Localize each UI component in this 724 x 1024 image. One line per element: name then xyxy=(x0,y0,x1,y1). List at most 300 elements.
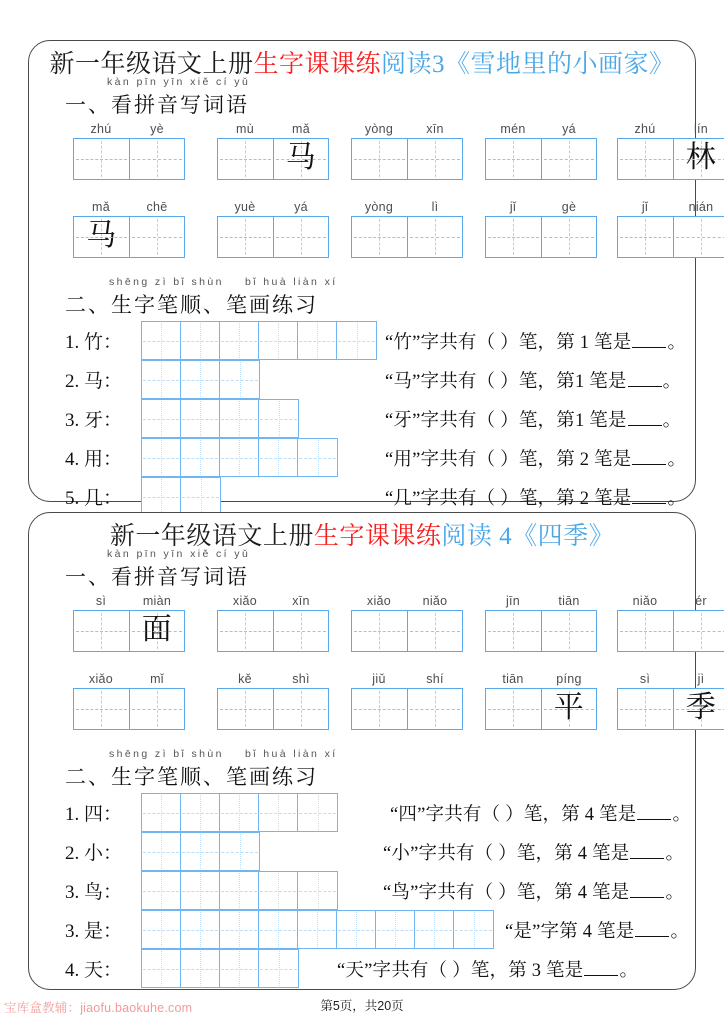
stroke-grid[interactable] xyxy=(141,832,260,871)
section-2-pinyin-a: shēng zì bǐ shùn xyxy=(109,748,224,760)
tianzige-cell[interactable] xyxy=(352,689,408,729)
pinyin-label: tiān xyxy=(502,672,524,686)
tianzige-box[interactable] xyxy=(485,138,597,180)
stroke-cell[interactable] xyxy=(181,400,220,437)
stroke-cell[interactable] xyxy=(142,911,181,948)
tianzige-cell[interactable] xyxy=(618,217,674,257)
cell-glyph xyxy=(542,139,597,179)
stroke-row xyxy=(65,360,681,399)
stroke-row-label: 3. 是： xyxy=(65,921,123,942)
cell-glyph xyxy=(618,217,673,257)
cell-glyph xyxy=(352,139,407,179)
stroke-grid[interactable] xyxy=(141,399,299,438)
pinyin-label: kě xyxy=(238,672,252,686)
stroke-cell[interactable] xyxy=(181,439,220,476)
stroke-cell[interactable] xyxy=(181,478,220,515)
tianzige-box[interactable] xyxy=(73,688,185,730)
cell-glyph xyxy=(542,611,597,651)
section-2-heading-text: 二、生字笔顺、笔画练习 xyxy=(65,765,318,789)
word-group xyxy=(617,121,724,180)
answer-blank[interactable] xyxy=(584,962,618,976)
answer-blank[interactable] xyxy=(635,923,669,937)
tianzige-cell[interactable] xyxy=(218,611,274,651)
stroke-cell[interactable] xyxy=(220,794,259,831)
tianzige-cell[interactable] xyxy=(218,689,274,729)
stroke-question xyxy=(383,832,684,871)
stroke-question-end: 。 xyxy=(667,449,687,470)
pinyin-label: mǎ xyxy=(92,200,110,214)
stroke-question-end: 。 xyxy=(670,921,690,942)
stroke-row xyxy=(65,910,690,949)
stroke-cell[interactable] xyxy=(220,439,259,476)
card-2-section-2-heading xyxy=(65,748,338,791)
cell-glyph xyxy=(486,689,541,729)
stroke-cell[interactable] xyxy=(298,439,337,476)
word-group xyxy=(73,199,185,258)
tianzige-cell[interactable] xyxy=(542,217,597,257)
tianzige-cell[interactable] xyxy=(674,611,724,651)
pinyin-label: píng xyxy=(556,672,582,686)
tianzige-box[interactable] xyxy=(73,610,185,652)
stroke-question xyxy=(385,438,686,477)
pinyin-label: sì xyxy=(95,594,107,608)
pinyin-label: yuè xyxy=(234,200,256,214)
word-group xyxy=(73,671,185,730)
tianzige-cell[interactable] xyxy=(74,689,130,729)
stroke-row-label: 4. 天： xyxy=(65,960,123,981)
stroke-cell[interactable] xyxy=(376,911,415,948)
stroke-cell[interactable] xyxy=(259,400,298,437)
stroke-cell[interactable] xyxy=(181,322,220,359)
pinyin-label: xiǎo xyxy=(88,672,114,686)
stroke-question-end: 。 xyxy=(672,804,692,825)
stroke-question-text: “用”字共有（ ）笔，第 2 笔是 xyxy=(385,449,632,470)
stroke-cell[interactable] xyxy=(142,833,181,870)
stroke-cell[interactable] xyxy=(142,872,181,909)
word-group xyxy=(217,121,329,180)
pinyin-label: sì xyxy=(639,672,651,686)
stroke-question xyxy=(385,360,681,399)
tianzige-cell[interactable] xyxy=(408,139,463,179)
cell-glyph xyxy=(218,689,273,729)
answer-blank[interactable] xyxy=(630,845,664,859)
stroke-cell[interactable] xyxy=(181,950,220,987)
tianzige-cell[interactable] xyxy=(674,139,724,179)
pinyin-label: gè xyxy=(561,200,577,214)
stroke-cell[interactable] xyxy=(415,911,454,948)
stroke-question-text: “是”字第 4 笔是 xyxy=(505,921,635,942)
page-number-label: 第5页，共20页 xyxy=(320,999,404,1013)
tianzige-box[interactable] xyxy=(485,610,597,652)
tianzige-cell[interactable] xyxy=(542,689,597,729)
pinyin-label: yòng xyxy=(364,122,394,136)
stroke-row xyxy=(65,438,687,477)
stroke-cell[interactable] xyxy=(142,950,181,987)
stroke-question-end: 。 xyxy=(662,410,682,431)
word-group xyxy=(485,593,597,652)
tianzige-box[interactable] xyxy=(485,216,597,258)
stroke-cell[interactable] xyxy=(142,478,181,515)
cell-glyph xyxy=(486,611,541,651)
stroke-cell[interactable] xyxy=(220,322,259,359)
cell-glyph xyxy=(618,139,673,179)
title-blue-part: 阅读 4《四季》 xyxy=(441,523,615,550)
stroke-question xyxy=(337,949,638,988)
answer-blank[interactable] xyxy=(628,373,662,387)
pinyin-label: lín xyxy=(693,122,709,136)
card-1-section-1-heading xyxy=(65,76,251,119)
pinyin-label: lì xyxy=(431,200,439,214)
tianzige-cell[interactable] xyxy=(274,689,329,729)
cell-glyph: 马 xyxy=(86,219,117,252)
stroke-row xyxy=(65,793,692,832)
stroke-row xyxy=(65,321,687,360)
word-group xyxy=(217,199,329,258)
stroke-row xyxy=(65,871,685,910)
cell-glyph xyxy=(408,139,463,179)
tianzige-box[interactable] xyxy=(73,138,185,180)
stroke-cell[interactable] xyxy=(337,911,376,948)
cell-glyph xyxy=(674,611,724,651)
word-group xyxy=(351,121,463,180)
answer-blank[interactable] xyxy=(630,884,664,898)
word-group xyxy=(73,593,185,652)
stroke-cell[interactable] xyxy=(259,439,298,476)
tianzige-box[interactable] xyxy=(617,138,724,180)
cell-glyph xyxy=(618,611,673,651)
stroke-grid[interactable] xyxy=(141,871,338,910)
title-blue-part: 阅读3《雪地里的小画家》 xyxy=(381,51,675,78)
tianzige-cell[interactable] xyxy=(674,689,724,729)
word-group xyxy=(617,593,724,652)
title-red-part: 生字课课练 xyxy=(253,51,381,78)
stroke-question xyxy=(385,321,686,360)
pinyin-label: ér xyxy=(695,594,707,608)
pinyin-label: xīn xyxy=(426,122,444,136)
card-2-pinyin-row-1 xyxy=(65,593,707,655)
tianzige-cell[interactable] xyxy=(130,217,185,257)
pinyin-label: miàn xyxy=(142,594,172,608)
pinyin-label: mǎ xyxy=(292,122,310,136)
pinyin-label: chē xyxy=(146,200,168,214)
stroke-question-text: “牙”字共有（ ）笔，第1 笔是 xyxy=(385,410,627,431)
pinyin-label: zhú xyxy=(634,122,656,136)
pinyin-label: yá xyxy=(294,200,308,214)
stroke-grid[interactable] xyxy=(141,477,221,516)
tianzige-cell[interactable] xyxy=(74,611,130,651)
stroke-question-text: “鸟”字共有（ ）笔，第 4 笔是 xyxy=(383,882,630,903)
cell-glyph: 面 xyxy=(141,613,172,646)
cell-glyph xyxy=(486,217,541,257)
stroke-row-label: 3. 牙： xyxy=(65,410,123,431)
tianzige-box[interactable] xyxy=(217,610,329,652)
stroke-question-end: 。 xyxy=(665,882,685,903)
pinyin-label: shí xyxy=(426,672,444,686)
stroke-cell[interactable] xyxy=(298,794,337,831)
stroke-cell[interactable] xyxy=(454,911,493,948)
stroke-grid[interactable] xyxy=(141,793,338,832)
cell-glyph xyxy=(274,689,329,729)
word-group xyxy=(485,121,597,180)
stroke-cell[interactable] xyxy=(142,322,181,359)
section-2-pinyin-a: shēng zì bǐ shùn xyxy=(109,276,224,288)
stroke-cell[interactable] xyxy=(142,361,181,398)
card-2-pinyin-row-2 xyxy=(65,671,716,733)
stroke-cell[interactable] xyxy=(220,400,259,437)
stroke-row-label: 3. 鸟： xyxy=(65,882,123,903)
answer-blank[interactable] xyxy=(637,806,671,820)
stroke-question-text: “竹”字共有（ ）笔，第 1 笔是 xyxy=(385,332,632,353)
word-group xyxy=(351,671,463,730)
cell-glyph xyxy=(274,611,329,651)
word-group xyxy=(351,199,463,258)
stroke-cell[interactable] xyxy=(259,794,298,831)
cell-glyph xyxy=(408,689,463,729)
card-1-pinyin-row-1 xyxy=(65,121,716,183)
stroke-grid[interactable] xyxy=(141,949,299,988)
stroke-question-text: “马”字共有（ ）笔，第1 笔是 xyxy=(385,371,627,392)
stroke-cell[interactable] xyxy=(259,911,298,948)
cell-glyph xyxy=(352,611,407,651)
tianzige-cell[interactable] xyxy=(486,139,542,179)
stroke-question-text: “天”字共有（ ）笔，第 3 笔是 xyxy=(337,960,584,981)
cell-glyph: 季 xyxy=(685,691,716,724)
answer-blank[interactable] xyxy=(632,490,666,504)
section-1-pinyin: kàn pīn yīn xiě cí yǔ xyxy=(107,548,251,560)
card-1-section-2-heading xyxy=(65,276,338,319)
tianzige-box[interactable] xyxy=(217,216,329,258)
section-2-pinyin-b: bǐ huà liàn xí xyxy=(245,276,338,288)
tianzige-cell[interactable] xyxy=(618,689,674,729)
section-1-heading-text: 一、看拼音写词语 xyxy=(65,565,249,589)
tianzige-cell[interactable] xyxy=(352,611,408,651)
pinyin-label: tiān xyxy=(558,594,580,608)
cell-glyph xyxy=(408,217,463,257)
pinyin-label: niǎo xyxy=(632,594,658,608)
pinyin-label: nián xyxy=(688,200,714,214)
pinyin-label: mén xyxy=(500,122,526,136)
stroke-row-label: 5. 几： xyxy=(65,488,123,509)
stroke-question xyxy=(385,399,681,438)
stroke-row-label: 1. 竹： xyxy=(65,332,123,353)
cell-glyph xyxy=(674,217,724,257)
tianzige-box[interactable] xyxy=(217,138,329,180)
tianzige-cell[interactable] xyxy=(618,611,674,651)
cell-glyph xyxy=(74,139,129,179)
card-1-pinyin-row-2 xyxy=(65,199,714,261)
section-1-heading-text: 一、看拼音写词语 xyxy=(65,93,249,117)
section-1-pinyin: kàn pīn yīn xiě cí yǔ xyxy=(107,76,251,88)
stroke-cell[interactable] xyxy=(220,872,259,909)
stroke-question xyxy=(383,871,684,910)
word-group xyxy=(617,199,724,258)
stroke-row-label: 2. 马： xyxy=(65,371,123,392)
tianzige-box[interactable] xyxy=(617,688,724,730)
pinyin-label: xīn xyxy=(292,594,310,608)
pinyin-label: jǐ xyxy=(641,200,649,214)
pinyin-label: yá xyxy=(562,122,576,136)
stroke-cell[interactable] xyxy=(142,400,181,437)
tianzige-cell[interactable] xyxy=(486,611,542,651)
tianzige-cell[interactable] xyxy=(218,139,274,179)
pinyin-label: mù xyxy=(236,122,254,136)
tianzige-cell[interactable] xyxy=(352,139,408,179)
stroke-grid[interactable] xyxy=(141,360,260,399)
cell-glyph: 林 xyxy=(685,141,716,174)
title-black-part: 新一年级语文上册 xyxy=(49,51,254,78)
cell-glyph: 马 xyxy=(285,141,316,174)
stroke-cell[interactable] xyxy=(298,911,337,948)
stroke-cell[interactable] xyxy=(298,322,337,359)
stroke-grid[interactable] xyxy=(141,321,377,360)
cell-glyph xyxy=(618,689,673,729)
cell-glyph xyxy=(486,139,541,179)
tianzige-box[interactable] xyxy=(73,216,185,258)
stroke-cell[interactable] xyxy=(181,833,220,870)
cell-glyph xyxy=(274,217,329,257)
word-group xyxy=(217,593,329,652)
answer-blank[interactable] xyxy=(632,334,666,348)
stroke-cell[interactable] xyxy=(259,872,298,909)
tianzige-box[interactable] xyxy=(217,688,329,730)
pinyin-label: xiǎo xyxy=(366,594,392,608)
tianzige-cell[interactable] xyxy=(74,139,130,179)
word-group xyxy=(217,671,329,730)
stroke-question xyxy=(385,477,686,516)
cell-glyph: 平 xyxy=(553,691,584,724)
stroke-question-end: 。 xyxy=(667,332,687,353)
stroke-cell[interactable] xyxy=(220,361,259,398)
tianzige-cell[interactable] xyxy=(542,611,597,651)
cell-glyph xyxy=(352,217,407,257)
stroke-cell[interactable] xyxy=(142,439,181,476)
word-group xyxy=(73,121,185,180)
stroke-row-label: 2. 小： xyxy=(65,843,123,864)
stroke-cell[interactable] xyxy=(259,322,298,359)
stroke-question xyxy=(390,793,691,832)
pinyin-label: jiǔ xyxy=(372,672,386,686)
stroke-row xyxy=(65,399,681,438)
stroke-question-end: 。 xyxy=(662,371,682,392)
stroke-question-end: 。 xyxy=(667,488,687,509)
stroke-cell[interactable] xyxy=(259,950,298,987)
tianzige-cell[interactable] xyxy=(486,217,542,257)
stroke-cell[interactable] xyxy=(181,911,220,948)
pinyin-label: mǐ xyxy=(150,672,164,686)
stroke-question-end: 。 xyxy=(619,960,639,981)
cell-glyph xyxy=(352,689,407,729)
pinyin-label: jì xyxy=(697,672,705,686)
word-group xyxy=(485,199,597,258)
watermark-label: 宝库盒教辅：jiaofu.baokuhe.com xyxy=(4,1001,193,1015)
tianzige-cell[interactable] xyxy=(408,611,463,651)
tianzige-cell[interactable] xyxy=(130,611,185,651)
pinyin-label: niǎo xyxy=(422,594,448,608)
stroke-question-text: “四”字共有（ ）笔，第 4 笔是 xyxy=(390,804,637,825)
worksheet-card-1 xyxy=(28,40,716,509)
tianzige-cell[interactable] xyxy=(218,217,274,257)
tianzige-cell[interactable] xyxy=(74,217,130,257)
tianzige-box[interactable] xyxy=(351,216,463,258)
stroke-row xyxy=(65,832,685,871)
stroke-row xyxy=(65,477,687,516)
title-black-part: 新一年级语文上册 xyxy=(109,523,314,550)
stroke-question-text: “小”字共有（ ）笔，第 4 笔是 xyxy=(383,843,630,864)
stroke-cell[interactable] xyxy=(337,322,376,359)
stroke-cell[interactable] xyxy=(220,833,259,870)
cell-glyph xyxy=(130,689,185,729)
stroke-question-end: 。 xyxy=(665,843,685,864)
stroke-row-label: 4. 用： xyxy=(65,449,123,470)
cell-glyph xyxy=(130,139,185,179)
cell-glyph xyxy=(218,217,273,257)
worksheet-card-2 xyxy=(28,512,716,990)
tianzige-cell[interactable] xyxy=(274,611,329,651)
card-2-section-1-heading xyxy=(65,548,251,591)
stroke-cell[interactable] xyxy=(142,794,181,831)
tianzige-cell[interactable] xyxy=(674,217,724,257)
stroke-cell[interactable] xyxy=(181,794,220,831)
tianzige-cell[interactable] xyxy=(274,217,329,257)
stroke-grid[interactable] xyxy=(141,438,338,477)
tianzige-cell[interactable] xyxy=(618,139,674,179)
pinyin-label: xiǎo xyxy=(232,594,258,608)
stroke-question xyxy=(505,910,689,949)
tianzige-box[interactable] xyxy=(351,688,463,730)
tianzige-cell[interactable] xyxy=(408,689,463,729)
tianzige-box[interactable] xyxy=(351,138,463,180)
stroke-cell[interactable] xyxy=(220,911,259,948)
tianzige-cell[interactable] xyxy=(542,139,597,179)
pinyin-label: jīn xyxy=(505,594,521,608)
word-group xyxy=(351,593,463,652)
tianzige-cell[interactable] xyxy=(352,217,408,257)
stroke-grid[interactable] xyxy=(141,910,494,949)
tianzige-cell[interactable] xyxy=(408,217,463,257)
tianzige-cell[interactable] xyxy=(274,139,329,179)
stroke-row xyxy=(65,949,681,988)
pinyin-label: zhú xyxy=(90,122,112,136)
tianzige-box[interactable] xyxy=(617,610,724,652)
answer-blank[interactable] xyxy=(628,412,662,426)
cell-glyph xyxy=(130,217,185,257)
stroke-question-text: “几”字共有（ ）笔，第 2 笔是 xyxy=(385,488,632,509)
tianzige-cell[interactable] xyxy=(130,689,185,729)
section-2-heading-text: 二、生字笔顺、笔画练习 xyxy=(65,293,318,317)
answer-blank[interactable] xyxy=(632,451,666,465)
cell-glyph xyxy=(542,217,597,257)
pinyin-label: shì xyxy=(292,672,310,686)
tianzige-box[interactable] xyxy=(485,688,597,730)
tianzige-cell[interactable] xyxy=(130,139,185,179)
stroke-cell[interactable] xyxy=(181,872,220,909)
cell-glyph xyxy=(218,611,273,651)
stroke-cell[interactable] xyxy=(220,950,259,987)
cell-glyph xyxy=(408,611,463,651)
tianzige-cell[interactable] xyxy=(486,689,542,729)
pinyin-label: yòng xyxy=(364,200,394,214)
stroke-cell[interactable] xyxy=(298,872,337,909)
cell-glyph xyxy=(74,611,129,651)
stroke-row-label: 1. 四： xyxy=(65,804,123,825)
word-group xyxy=(617,671,724,730)
cell-glyph xyxy=(218,139,273,179)
tianzige-box[interactable] xyxy=(617,216,724,258)
section-2-pinyin-b: bǐ huà liàn xí xyxy=(245,748,338,760)
pinyin-label: yè xyxy=(150,122,164,136)
tianzige-box[interactable] xyxy=(351,610,463,652)
stroke-cell[interactable] xyxy=(181,361,220,398)
